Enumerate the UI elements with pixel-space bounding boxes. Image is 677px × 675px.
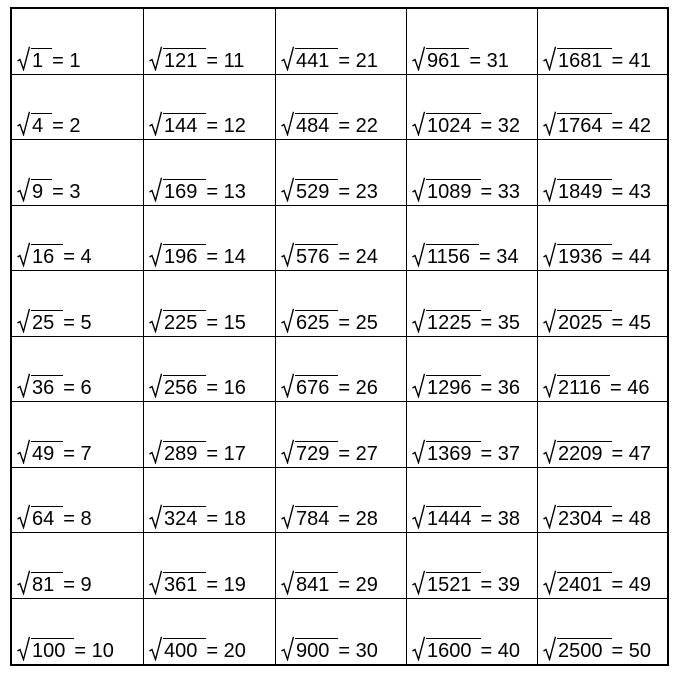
radical-sign-icon [412,504,425,529]
radicand: 841 [295,572,338,595]
radicand: 144 [163,113,206,136]
radical-sign-icon [412,46,425,71]
radicand: 1 [31,48,52,71]
square-root-expression [543,242,651,267]
radical-sign-icon [17,177,30,202]
radical-sign-icon [543,504,556,529]
table-cell-r1-c1 [12,9,144,75]
root-value: = 49 [611,573,651,596]
table-cell-r5-c1 [12,271,144,337]
table-cell-r2-c2 [144,75,276,141]
radical-sign-icon [281,177,294,202]
radical-sign-icon [543,308,556,333]
table-cell-r5-c5 [538,271,667,337]
radical-sign-icon [412,636,425,661]
root-value: = 26 [338,377,378,399]
table-cell-r10-c2 [144,599,276,665]
radicand: 2500 [557,638,612,661]
root-value: = 5 [63,311,92,334]
square-root-expression [281,308,378,333]
square-root-expression [149,242,246,267]
radicand: 289 [163,441,206,464]
table-cell-r6-c4 [407,337,538,403]
table-cell-r2-c3 [276,75,407,141]
radical-sign-icon [149,636,162,661]
table-cell-r10-c5 [538,599,667,665]
root-value: = 36 [480,377,520,399]
radical-sign-icon [149,46,162,71]
radicand: 2209 [557,441,612,464]
square-root-expression [149,177,246,202]
table-cell-r8-c5 [538,468,667,534]
root-value: = 44 [611,246,651,268]
root-value: = 14 [206,246,246,268]
table-cell-r9-c2 [144,533,276,599]
radicand: 1225 [426,310,481,333]
radical-sign-icon [281,111,294,136]
radicand: 1849 [557,179,612,202]
radical-sign-icon [543,439,556,464]
root-value: = 46 [610,377,650,399]
radicand: 2025 [557,310,612,333]
root-value: = 3 [52,180,81,203]
radicand: 1156 [426,244,479,267]
radicand: 2401 [557,572,612,595]
radical-sign-icon [149,570,162,595]
radical-sign-icon [17,636,30,661]
radical-sign-icon [281,570,294,595]
root-value: = 23 [338,180,378,203]
square-root-expression [17,111,80,136]
root-value: = 47 [611,442,651,465]
root-value: = 27 [338,442,378,465]
root-value: = 18 [206,508,246,530]
table-cell-r5-c2 [144,271,276,337]
radical-sign-icon [543,373,556,398]
table-cell-r4-c2 [144,206,276,272]
square-root-expression [543,570,651,595]
radical-sign-icon [412,242,425,267]
root-value: = 16 [206,377,246,399]
root-value: = 37 [480,442,520,465]
radical-sign-icon [17,46,30,71]
radical-sign-icon [543,242,556,267]
table-cell-r1-c3 [276,9,407,75]
root-value: = 31 [469,49,509,72]
radicand: 9 [31,179,52,202]
table-cell-r3-c4 [407,140,538,206]
table-cell-r6-c5 [538,337,667,403]
radicand: 1369 [426,441,481,464]
radicand: 16 [31,244,63,267]
radical-sign-icon [149,504,162,529]
root-value: = 29 [338,573,378,596]
table-cell-r3-c3 [276,140,407,206]
table-cell-r3-c1 [12,140,144,206]
root-value: = 8 [63,508,92,530]
root-value: = 11 [206,49,245,72]
radical-sign-icon [149,111,162,136]
square-root-expression [281,177,378,202]
table-cell-r9-c4 [407,533,538,599]
square-root-expression [149,636,246,661]
square-root-expression [281,111,378,136]
root-value: = 9 [63,573,92,596]
table-cell-r4-c3 [276,206,407,272]
square-root-expression [543,636,651,661]
table-cell-r7-c3 [276,402,407,468]
radicand: 1936 [557,244,612,267]
radicand: 81 [31,572,63,595]
radical-sign-icon [17,439,30,464]
radical-sign-icon [17,242,30,267]
square-root-expression [17,242,92,267]
radical-sign-icon [543,111,556,136]
root-value: = 43 [611,180,651,203]
square-root-expression [543,373,650,398]
table-cell-r5-c4 [407,271,538,337]
radicand: 1296 [426,375,481,398]
root-value: = 48 [611,508,651,530]
table-cell-r5-c3 [276,271,407,337]
square-root-expression [412,242,519,267]
square-root-expression [17,439,92,464]
radical-sign-icon [281,46,294,71]
radicand: 64 [31,506,63,529]
radicand: 169 [163,179,206,202]
root-value: = 21 [338,49,378,72]
root-value: = 34 [479,246,519,268]
square-root-expression [412,570,520,595]
root-value: = 30 [338,640,378,662]
radical-sign-icon [412,308,425,333]
root-value: = 20 [206,640,246,662]
root-value: = 41 [611,49,651,72]
radicand: 4 [31,113,52,136]
root-value: = 25 [338,311,378,334]
radical-sign-icon [149,439,162,464]
root-value: = 45 [611,311,651,334]
table-cell-r4-c4 [407,206,538,272]
square-root-expression [17,308,92,333]
square-root-expression [17,504,92,529]
radicand: 361 [163,572,206,595]
radical-sign-icon [149,308,162,333]
root-value: = 17 [206,442,246,465]
radicand: 196 [163,244,206,267]
root-value: = 40 [480,640,520,662]
table-cell-r4-c1 [12,206,144,272]
radicand: 400 [163,638,206,661]
radicand: 961 [426,48,469,71]
radicand: 100 [31,638,74,661]
table-cell-r8-c2 [144,468,276,534]
square-root-expression [149,570,246,595]
radical-sign-icon [149,242,162,267]
root-value: = 1 [52,49,81,72]
table-cell-r7-c1 [12,402,144,468]
table-cell-r1-c4 [407,9,538,75]
radicand: 36 [31,375,63,398]
root-value: = 22 [338,115,378,137]
radical-sign-icon [281,636,294,661]
square-root-expression [281,504,378,529]
radical-sign-icon [17,111,30,136]
square-root-expression [543,111,651,136]
radical-sign-icon [281,373,294,398]
square-roots-table [10,7,669,666]
radical-sign-icon [17,373,30,398]
radicand: 2116 [557,375,610,398]
radical-sign-icon [412,373,425,398]
radical-sign-icon [281,439,294,464]
square-root-expression [412,439,520,464]
table-cell-r3-c2 [144,140,276,206]
root-value: = 38 [480,508,520,530]
radicand: 324 [163,506,206,529]
square-root-expression [412,111,520,136]
square-root-expression [281,373,378,398]
radicand: 1089 [426,179,481,202]
square-root-expression [149,373,246,398]
root-value: = 32 [480,115,520,137]
root-value: = 24 [338,246,378,268]
radicand: 784 [295,506,338,529]
radical-sign-icon [543,636,556,661]
radical-sign-icon [17,570,30,595]
radicand: 1521 [426,572,481,595]
root-value: = 2 [52,115,81,137]
radical-sign-icon [281,242,294,267]
table-cell-r1-c5 [538,9,667,75]
radical-sign-icon [17,504,30,529]
table-cell-r4-c5 [538,206,667,272]
root-value: = 19 [206,573,246,596]
radicand: 49 [31,441,63,464]
table-cell-r2-c4 [407,75,538,141]
square-root-expression [149,308,246,333]
table-cell-r3-c5 [538,140,667,206]
square-root-expression [412,308,520,333]
table-cell-r7-c4 [407,402,538,468]
radicand: 1681 [557,48,612,71]
square-root-expression [281,46,378,71]
radical-sign-icon [543,177,556,202]
table-cell-r6-c2 [144,337,276,403]
table-cell-r2-c5 [538,75,667,141]
table-cell-r8-c1 [12,468,144,534]
radical-sign-icon [281,308,294,333]
table-cell-r8-c4 [407,468,538,534]
table-cell-r8-c3 [276,468,407,534]
radicand: 1600 [426,638,481,661]
root-value: = 12 [206,115,246,137]
radicand: 1444 [426,506,481,529]
radicand: 625 [295,310,338,333]
square-root-expression [17,373,92,398]
table-cell-r1-c2 [144,9,276,75]
square-root-expression [281,439,378,464]
square-root-expression [412,504,520,529]
root-value: = 33 [480,180,520,203]
table-cell-r10-c1 [12,599,144,665]
table-cell-r10-c3 [276,599,407,665]
radicand: 2304 [557,506,612,529]
table-cell-r9-c5 [538,533,667,599]
table-cell-r6-c3 [276,337,407,403]
square-root-expression [17,636,114,661]
radical-sign-icon [281,504,294,529]
radical-sign-icon [412,439,425,464]
radicand: 441 [295,48,338,71]
square-root-expression [149,46,244,71]
root-value: = 10 [74,640,114,662]
radical-sign-icon [149,177,162,202]
square-root-expression [281,242,378,267]
square-root-expression [17,46,80,71]
radicand: 676 [295,375,338,398]
table-cell-r2-c1 [12,75,144,141]
root-value: = 42 [611,115,651,137]
radical-sign-icon [17,308,30,333]
radical-sign-icon [543,46,556,71]
square-root-expression [412,46,509,71]
root-value: = 4 [63,246,92,268]
square-root-expression [149,111,246,136]
radicand: 576 [295,244,338,267]
square-root-expression [543,504,651,529]
table-cell-r7-c2 [144,402,276,468]
radical-sign-icon [412,177,425,202]
radicand: 900 [295,638,338,661]
table-cell-r7-c5 [538,402,667,468]
radicand: 529 [295,179,338,202]
table-cell-r9-c3 [276,533,407,599]
square-root-expression [149,439,246,464]
square-root-expression [412,373,520,398]
root-value: = 39 [480,573,520,596]
root-value: = 35 [480,311,520,334]
radicand: 25 [31,310,63,333]
radical-sign-icon [412,570,425,595]
radicand: 225 [163,310,206,333]
radical-sign-icon [543,570,556,595]
root-value: = 13 [206,180,246,203]
table-cell-r9-c1 [12,533,144,599]
square-root-expression [543,177,651,202]
square-root-expression [543,46,651,71]
square-root-expression [281,570,378,595]
radicand: 121 [163,48,206,71]
radicand: 729 [295,441,338,464]
radicand: 1024 [426,113,481,136]
square-root-expression [543,308,651,333]
root-value: = 28 [338,508,378,530]
radicand: 484 [295,113,338,136]
square-root-expression [412,636,520,661]
square-root-expression [17,177,80,202]
square-root-expression [543,439,651,464]
radical-sign-icon [149,373,162,398]
root-value: = 7 [63,442,92,465]
root-value: = 6 [63,377,92,399]
radicand: 256 [163,375,206,398]
square-root-expression [281,636,378,661]
radical-sign-icon [412,111,425,136]
square-root-expression [17,570,92,595]
table-cell-r10-c4 [407,599,538,665]
square-root-expression [412,177,520,202]
square-root-expression [149,504,246,529]
table-cell-r6-c1 [12,337,144,403]
root-value: = 50 [611,640,651,662]
radicand: 1764 [557,113,612,136]
root-value: = 15 [206,311,246,334]
